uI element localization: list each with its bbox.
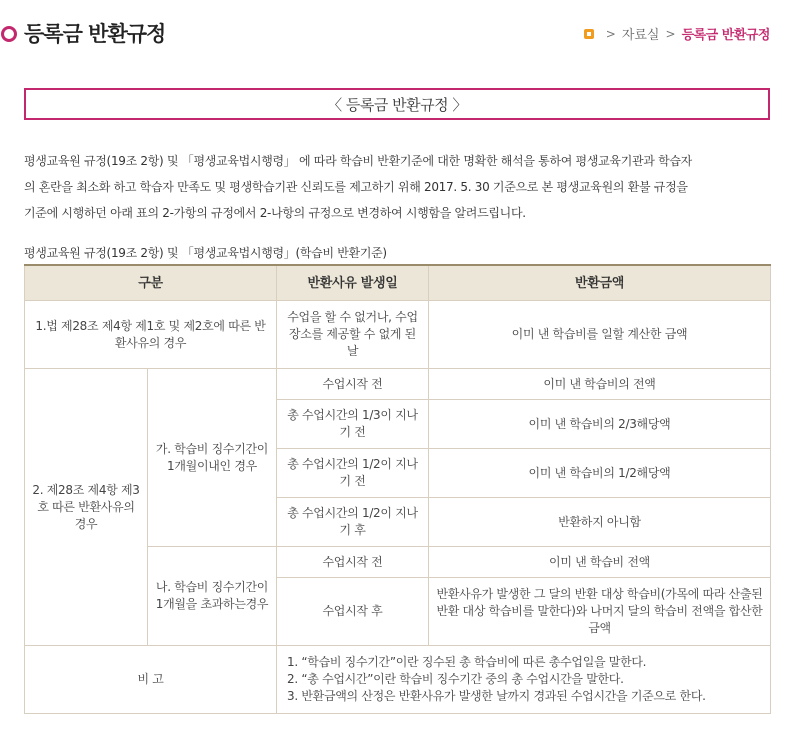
row2-sub-a-label: 가. 학습비 징수기간이 1개월이내인 경우 (148, 369, 277, 547)
sub-a-amount: 이미 낸 학습비의 2/3해당액 (429, 400, 771, 449)
title-bullet-icon (1, 26, 17, 42)
table-caption: 평생교육원 규정(19조 2항) 및 「평생교육법시행령」(학습비 반환기준) (24, 246, 387, 260)
intro-line: 평생교육원 규정(19조 2항) 및 「평생교육법시행령」 에 따라 학습비 반환기준에 대한 명확한 해석을 통하여 평생교육기관과 학습자 (24, 154, 692, 168)
remarks-notes (277, 646, 771, 714)
document-title-box (24, 88, 770, 120)
breadcrumb (584, 24, 770, 43)
remarks-label: 비 고 (25, 646, 277, 714)
page-title: 등록금 반환규정 (24, 22, 166, 46)
intro-line: 의 혼란을 최소화 하고 학습자 만족도 및 평생학습기관 신뢰도를 제고하기 위해 2017. 5. 30 기준으로 본 평생교육원의 환불 규정을 (24, 180, 688, 194)
sub-a-reason-date: 총 수업시간의 1/2이 지나기 전 (277, 449, 429, 498)
remark-line: 3. 반환금액의 산정은 반환사유가 발생한 날까지 경과된 수업시간을 기준으로 한다. (287, 689, 706, 703)
header-reason-date: 반환사유 발생일 (277, 265, 429, 301)
row1-reason-date: 수업을 할 수 없거나, 수업장소를 제공할 수 없게 된 날 (277, 301, 429, 369)
header-category: 구분 (25, 265, 277, 301)
table-row (25, 369, 771, 400)
header-amount: 반환금액 (429, 265, 771, 301)
breadcrumb-item-archive[interactable]: 자료실 (621, 28, 660, 43)
document-title: 〈 등록금 반환규정 〉 (327, 95, 467, 114)
refund-table (24, 264, 771, 714)
intro-line: 기준에 시행하던 아래 표의 2-가항의 규정에서 2-나항의 규정으로 변경하여 시행함을 알려드립니다. (24, 206, 526, 220)
row2-sub-b-label: 나. 학습비 징수기간이 1개월을 초과하는경우 (148, 547, 277, 646)
sub-b-reason-date: 수업시작 전 (277, 547, 429, 578)
breadcrumb-current: 등록금 반환규정 (681, 28, 770, 43)
remark-line: 1. “학습비 징수기간”이란 징수된 총 학습비에 따른 총수업일을 말한다. (287, 655, 647, 669)
intro-text (24, 148, 772, 226)
chevron-right-icon: > (665, 26, 676, 41)
table-row (25, 301, 771, 369)
home-icon[interactable] (584, 29, 594, 39)
sub-a-amount: 이미 낸 학습비의 전액 (429, 369, 771, 400)
chevron-right-icon: > (605, 26, 616, 41)
sub-b-amount: 이미 낸 학습비 전액 (429, 547, 771, 578)
row1-amount: 이미 낸 학습비를 일할 계산한 금액 (429, 301, 771, 369)
sub-a-reason-date: 총 수업시간의 1/2이 지나기 후 (277, 498, 429, 547)
sub-a-amount: 이미 낸 학습비의 1/2해당액 (429, 449, 771, 498)
page-header (0, 0, 792, 66)
sub-a-reason-date: 총 수업시간의 1/3이 지나기 전 (277, 400, 429, 449)
sub-a-reason-date: 수업시작 전 (277, 369, 429, 400)
row2-category: 2. 제28조 제4항 제3호 따른 반환사유의 경우 (25, 369, 148, 646)
table-header-row (25, 265, 771, 301)
remark-line: 2. “총 수업시간”이란 학습비 징수기간 중의 총 수업시간을 말한다. (287, 672, 624, 686)
sub-a-amount: 반환하지 아니함 (429, 498, 771, 547)
row1-category: 1.법 제28조 제4항 제1호 및 제2호에 따른 반환사유의 경우 (25, 301, 277, 369)
sub-b-amount: 반환사유가 발생한 그 달의 반환 대상 학습비(가목에 따라 산출된 반환 대상 학습비를 말한다)와 나머지 달의 학습비 전액을 합산한 금액 (429, 578, 771, 646)
table-row (25, 646, 771, 714)
sub-b-reason-date: 수업시작 후 (277, 578, 429, 646)
